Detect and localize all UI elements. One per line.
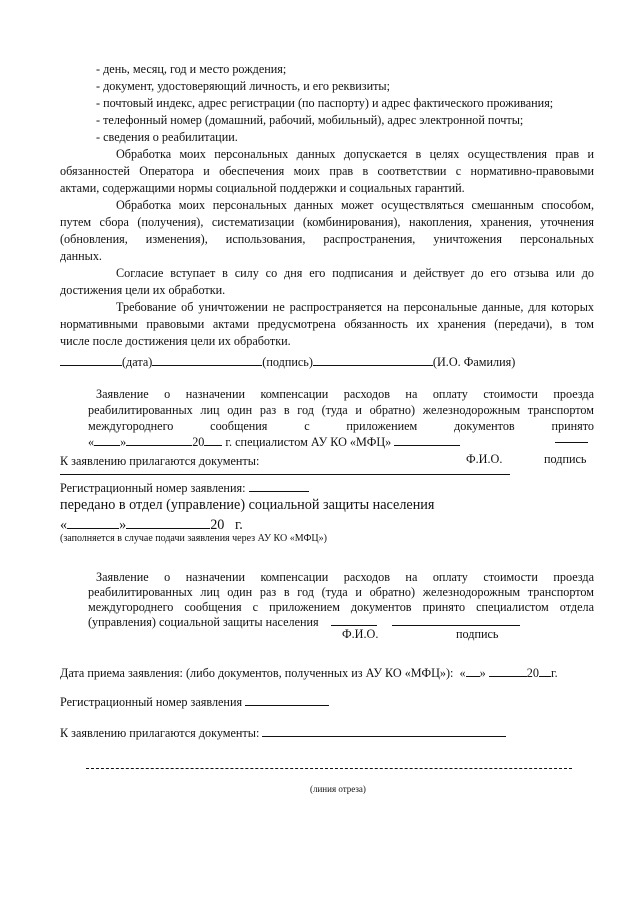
attached-docs-blank-2[interactable]: [262, 726, 506, 737]
mfc-statement-line: реабилитированных лиц один раз в год (туда и обратно) железнодорожным транспортом: [88, 403, 594, 417]
reg-number-row-2: [60, 695, 329, 709]
receipt-month-blank[interactable]: [489, 666, 527, 677]
paragraph-processing-line: путем сбора (получения), систематизации (комбинирования), накопления, хранения, уточнения: [60, 215, 594, 229]
transferred-day-blank[interactable]: [67, 515, 119, 529]
mfc-day-blank[interactable]: [94, 435, 120, 446]
transferred-date-row: « » 20 г.: [60, 517, 243, 533]
mfc-sign-label: подпись: [544, 452, 587, 466]
list-item-phone: - телефонный номер (домашний, рабочий, мобильный), адрес электронной почты;: [96, 113, 524, 127]
name-label: (И.О. Фамилия): [432, 355, 516, 369]
social-fio-blank[interactable]: [331, 615, 377, 626]
mfc-fio-label: Ф.И.О.: [466, 452, 503, 466]
cut-line-label: (линия отреза): [310, 784, 366, 794]
cut-line: [86, 768, 572, 769]
receipt-day-blank[interactable]: [466, 666, 480, 677]
social-sign-blank[interactable]: [392, 615, 520, 626]
receipt-year-blank[interactable]: [539, 666, 551, 677]
signature-label: (подпись): [262, 355, 313, 369]
paragraph-destruction-line: Требование об уничтожении не распространяется на персональные данные, для которых: [116, 300, 594, 314]
social-statement-line: Заявление о назначении компенсации расходов на оплату стоимости проезда: [96, 570, 594, 584]
social-sign-label: подпись: [456, 627, 499, 641]
transferred-note: (заполняется в случае подачи заявления через АУ КО «МФЦ»): [60, 533, 327, 544]
paragraph-destruction-line: нормативными правовыми актами предусмотрена обязанность их хранения (передачи), в том: [60, 317, 594, 331]
attached-docs-label-2: К заявлению прилагаются документы:: [60, 726, 260, 740]
paragraph-purpose-line: актами, содержащими нормы социальной поддержки и социальных гарантий.: [60, 181, 465, 195]
signature-row: [60, 355, 515, 369]
mfc-month-blank[interactable]: [126, 435, 192, 446]
mfc-statement-line: междугороднего сообщения с приложением документов принято: [88, 419, 594, 433]
date-label: (дата): [122, 355, 153, 369]
mfc-acceptance-date-row: « » 20 г. специалистом АУ КО «МФЦ»: [88, 435, 460, 449]
social-statement-line: (управления) социальной защиты населения: [88, 615, 520, 629]
paragraph-processing-line: Обработка моих персональных данных может осуществляться смешанным способом,: [116, 198, 594, 212]
paragraph-purpose-line: обязанностей Оператора и обеспечения моих прав в соответствии с нормативно-правовыми: [60, 164, 594, 178]
paragraph-validity-line: достижения цели их обработки.: [60, 283, 226, 297]
reg-number-label-2: Регистрационный номер заявления: [60, 695, 243, 709]
reg-number-blank-2[interactable]: [245, 695, 329, 706]
transferred-heading: передано в отдел (управление) социальной защиты населения: [60, 497, 435, 513]
transferred-month-blank[interactable]: [126, 515, 210, 529]
list-item-address: - почтовый индекс, адрес регистрации (по паспорту) и адрес фактического проживания;: [96, 96, 554, 110]
mfc-sign-blank[interactable]: [555, 442, 588, 443]
paragraph-processing-line: (обновления, изменения), использования, распространения, уничтожения персональных: [60, 232, 594, 246]
social-statement-line: междугороднего сообщения с приложением документов принято специалистом отдела: [88, 600, 594, 614]
reg-number-row: [60, 481, 309, 495]
paragraph-validity-line: Согласие вступает в силу со дня его подписания и действует до его отзыва или до: [116, 266, 594, 280]
social-statement-line: реабилитированных лиц один раз в год (туда и обратно) железнодорожным транспортом: [88, 585, 594, 599]
list-item-id-document: - документ, удостоверяющий личность, и его реквизиты;: [96, 79, 390, 93]
attached-docs-label: К заявлению прилагаются документы:: [60, 454, 260, 468]
attached-docs-row-2: [60, 726, 506, 740]
signature-blank[interactable]: [152, 355, 262, 366]
reg-number-blank[interactable]: [249, 481, 309, 492]
social-fio-label: Ф.И.О.: [342, 627, 379, 641]
name-blank[interactable]: [313, 355, 433, 366]
date-blank[interactable]: [60, 355, 122, 366]
mfc-fio-blank[interactable]: [394, 435, 460, 446]
list-item-birth: - день, месяц, год и место рождения;: [96, 62, 287, 76]
mfc-year-blank[interactable]: [204, 435, 222, 446]
paragraph-purpose-line: Обработка моих персональных данных допускается в целях осуществления прав и: [116, 147, 594, 161]
reg-number-label: Регистрационный номер заявления:: [60, 481, 246, 495]
list-item-rehabilitation: - сведения о реабилитации.: [96, 130, 238, 144]
paragraph-processing-line: данных.: [60, 249, 102, 263]
receipt-date-row: Дата приема заявления: (либо документов, полученных из АУ КО «МФЦ»): « » 20 г.: [60, 666, 558, 680]
paragraph-destruction-line: числе после достижения цели их обработки.: [60, 334, 291, 348]
mfc-statement-line: Заявление о назначении компенсации расходов на оплату стоимости проезда: [96, 387, 594, 401]
receipt-date-label: Дата приема заявления: (либо документов, полученных из АУ КО «МФЦ»):: [60, 666, 454, 680]
attached-docs-line[interactable]: [60, 474, 510, 475]
